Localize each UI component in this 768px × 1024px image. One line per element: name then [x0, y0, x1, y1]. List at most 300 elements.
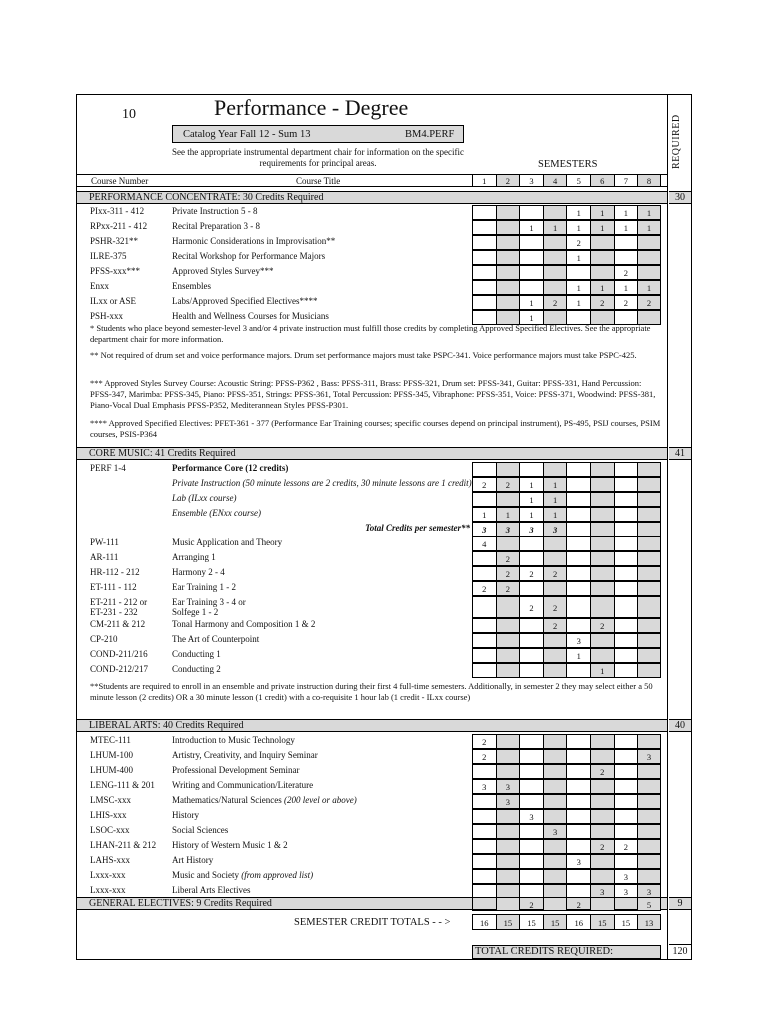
footnote: **** Approved Specified Electives: PFET-361 - 377 (Performance Ear Training courses; specific courses depend on principal instrument), PS-495, PSIJ courses, PSIM courses, PSIS-P364 [90, 418, 661, 439]
course-title: Ensemble (ENxx course) [172, 508, 261, 518]
semester-cell-6: 1 [590, 205, 614, 220]
semester-cell-7 [614, 618, 638, 633]
semester-cell-2 [496, 663, 520, 678]
semester-cell-2: 15 [496, 914, 520, 930]
semester-grid [472, 749, 661, 764]
course-number: PSH-xxx [90, 311, 124, 321]
semester-grid [472, 536, 661, 551]
semester-totals-label: SEMESTER CREDIT TOTALS - - > [294, 917, 451, 928]
semester-cell-3 [519, 663, 543, 678]
page-number: 10 [122, 107, 136, 122]
semester-cell-1 [472, 551, 496, 566]
course-title: Arranging 1 [172, 552, 216, 562]
semester-cell-2 [496, 492, 520, 507]
semester-cell-4 [543, 648, 567, 663]
semester-grid [472, 280, 661, 295]
semester-cell-8: 1 [637, 205, 661, 220]
semester-cell-1 [472, 633, 496, 648]
semester-cell-4 [543, 280, 567, 295]
semester-cell-6 [590, 235, 614, 250]
course-number: PFSS-xxx*** [90, 266, 141, 276]
semester-grid [472, 854, 661, 869]
semester-cell-1 [472, 295, 496, 310]
course-title: Approved Styles Survey*** [172, 266, 274, 276]
semester-cell-4: 2 [543, 295, 567, 310]
course-number: ET-231 - 232 [90, 607, 138, 617]
course-title: Performance Core (12 credits) [172, 463, 289, 473]
course-number: LAHS-xxx [90, 855, 130, 865]
semester-cell-1: 2 [472, 749, 496, 764]
semester-cell-3 [519, 235, 543, 250]
semester-cell-7 [614, 507, 638, 522]
semester-cell-1 [472, 839, 496, 854]
semester-cell-3: 3 [519, 522, 543, 537]
course-title: Harmony 2 - 4 [172, 567, 225, 577]
semester-cell-2 [496, 648, 520, 663]
semester-cell-6 [590, 536, 614, 551]
semester-cell-6 [590, 462, 614, 477]
semester-grid [472, 174, 661, 187]
semester-cell-5 [566, 779, 590, 794]
semester-cell-6 [590, 734, 614, 749]
semester-cell-8 [637, 779, 661, 794]
required-credits: 30 [675, 192, 685, 203]
course-number: ET-211 - 212 or [90, 597, 148, 607]
semester-cell-3 [519, 462, 543, 477]
semester-cell-8: 3 [637, 749, 661, 764]
semester-cell-4 [543, 633, 567, 648]
semester-cell-4 [543, 779, 567, 794]
semester-cell-7 [614, 235, 638, 250]
semester-cell-1: 1 [472, 174, 496, 187]
semester-cell-4: 2 [543, 618, 567, 633]
semester-grid [472, 507, 661, 522]
semester-cell-8 [637, 250, 661, 265]
semester-cell-8: 1 [637, 280, 661, 295]
semester-cell-1 [472, 663, 496, 678]
semester-cell-3: 1 [519, 492, 543, 507]
section-header-lib [77, 719, 667, 732]
semester-cell-5 [566, 522, 590, 537]
semester-cell-4 [543, 839, 567, 854]
semester-cell-5: 2 [566, 897, 590, 911]
semester-cell-8 [637, 265, 661, 280]
semester-cell-4 [543, 265, 567, 280]
semester-cell-7: 15 [614, 914, 638, 930]
semester-cell-4 [543, 854, 567, 869]
semester-cell-3 [519, 869, 543, 884]
semester-cell-8 [637, 596, 661, 618]
course-number: LHIS-xxx [90, 810, 127, 820]
semester-cell-6 [590, 824, 614, 839]
course-title: Recital Preparation 3 - 8 [172, 221, 260, 231]
section-title: LIBERAL ARTS: 40 Credits Required [89, 720, 244, 731]
semester-cell-5 [566, 618, 590, 633]
semester-cell-7 [614, 581, 638, 596]
semester-cell-5 [566, 764, 590, 779]
semester-cell-7 [614, 477, 638, 492]
semester-cell-7 [614, 250, 638, 265]
semester-cell-2 [496, 854, 520, 869]
semester-cell-8 [637, 794, 661, 809]
semester-cell-4 [543, 869, 567, 884]
semester-cell-2: 2 [496, 174, 520, 187]
course-number: LSOC-xxx [90, 825, 130, 835]
course-number: CM-211 & 212 [90, 619, 146, 629]
section-header-perf [77, 191, 667, 204]
course-title: Ear Training 3 - 4 or [172, 597, 246, 607]
semester-cell-7 [614, 663, 638, 678]
semester-cell-7 [614, 749, 638, 764]
semester-cell-8: 1 [637, 220, 661, 235]
semester-grid [472, 914, 661, 930]
semester-cell-1: 2 [472, 581, 496, 596]
semester-cell-5 [566, 507, 590, 522]
semester-cell-3 [519, 854, 543, 869]
semester-cell-8 [637, 477, 661, 492]
semester-cell-1 [472, 794, 496, 809]
semester-cell-2 [496, 280, 520, 295]
semester-cell-8 [637, 809, 661, 824]
course-title: Professional Development Seminar [172, 765, 300, 775]
semester-cell-6 [590, 492, 614, 507]
semester-cell-4: 4 [543, 174, 567, 187]
semester-cell-2 [496, 205, 520, 220]
course-number: PIxx-311 - 412 [90, 206, 145, 216]
semester-grid [472, 663, 661, 678]
semester-cell-7 [614, 897, 638, 911]
semester-cell-5: 1 [566, 205, 590, 220]
semester-cell-4: 3 [543, 824, 567, 839]
semester-cell-1: 3 [472, 779, 496, 794]
section-title: PERFORMANCE CONCENTRATE: 30 Credits Required [89, 192, 324, 203]
semester-cell-2 [496, 235, 520, 250]
course-title: Social Sciences [172, 825, 229, 835]
semester-cell-2: 3 [496, 522, 520, 537]
semester-cell-8 [637, 551, 661, 566]
semester-cell-1 [472, 596, 496, 618]
semester-cell-3 [519, 633, 543, 648]
section-header-core [77, 447, 667, 460]
semester-cell-4: 3 [543, 522, 567, 537]
course-number: PERF 1-4 [90, 463, 126, 473]
semester-cell-2 [496, 596, 520, 618]
course-number: PW-111 [90, 537, 119, 547]
semester-cell-7 [614, 462, 638, 477]
intro-note: See the appropriate instrumental department chair for information on the specific requirements for principal areas. [172, 147, 464, 168]
semester-cell-3 [519, 536, 543, 551]
semester-cell-4: 2 [543, 596, 567, 618]
semester-cell-6 [590, 581, 614, 596]
course-number: RPxx-211 - 412 [90, 221, 148, 231]
semester-cell-1: 2 [472, 734, 496, 749]
semester-cell-8 [637, 633, 661, 648]
semesters-label: SEMESTERS [538, 159, 598, 170]
semester-cell-8: 2 [637, 295, 661, 310]
semester-cell-4 [543, 749, 567, 764]
semester-cell-3 [519, 824, 543, 839]
semester-grid [472, 648, 661, 663]
course-number: LMSC-xxx [90, 795, 132, 805]
course-title: Private Instruction (50 minute lessons are 2 credits, 30 minute lessons are 1 credit) [172, 478, 472, 488]
semester-cell-1 [472, 618, 496, 633]
semester-grid [472, 295, 661, 310]
semester-cell-7 [614, 779, 638, 794]
semester-cell-7 [614, 633, 638, 648]
semester-cell-5: 1 [566, 280, 590, 295]
semester-cell-6 [590, 566, 614, 581]
semester-grid [472, 235, 661, 250]
semester-grid [472, 220, 661, 235]
semester-cell-5: 16 [566, 914, 590, 930]
required-label: REQUIRED [671, 114, 682, 170]
semester-cell-6 [590, 869, 614, 884]
semester-cell-7 [614, 492, 638, 507]
semester-grid [472, 779, 661, 794]
semester-cell-5 [566, 265, 590, 280]
semester-cell-8 [637, 522, 661, 537]
semester-cell-6: 1 [590, 220, 614, 235]
semester-cell-8 [637, 462, 661, 477]
semester-cell-5: 5 [566, 174, 590, 187]
course-number: Enxx [90, 281, 109, 291]
course-number: ILRE-375 [90, 251, 127, 261]
semester-cell-7: 1 [614, 220, 638, 235]
semester-grid [472, 633, 661, 648]
semester-cell-7 [614, 648, 638, 663]
semester-cell-1 [472, 824, 496, 839]
semester-cell-1 [472, 897, 496, 911]
semester-grid [472, 566, 661, 581]
course-title: Writing and Communication/Literature [172, 780, 314, 790]
semester-cell-8 [637, 536, 661, 551]
semester-cell-8 [637, 734, 661, 749]
total-required-box [472, 945, 661, 959]
semester-cell-2 [496, 220, 520, 235]
semester-cell-4 [543, 205, 567, 220]
semester-cell-8 [637, 566, 661, 581]
semester-grid [472, 551, 661, 566]
total-required-label: TOTAL CREDITS REQUIRED: [475, 946, 613, 957]
course-title-note: (from approved list) [239, 870, 314, 880]
semester-cell-2 [496, 633, 520, 648]
semester-cell-8 [637, 507, 661, 522]
course-title: History of Western Music 1 & 2 [172, 840, 288, 850]
semester-cell-6: 1 [590, 280, 614, 295]
semester-cell-7: 3 [614, 884, 638, 899]
semester-cell-1 [472, 854, 496, 869]
semester-cell-2 [496, 764, 520, 779]
course-title: Mathematics/Natural Sciences (200 level or above) [172, 795, 357, 805]
semester-cell-5 [566, 869, 590, 884]
semester-cell-8 [637, 235, 661, 250]
semester-cell-6: 2 [590, 839, 614, 854]
semester-cell-3: 1 [519, 295, 543, 310]
semester-cell-4 [543, 462, 567, 477]
course-title: Ear Training 1 - 2 [172, 582, 236, 592]
course-number: ET-111 - 112 [90, 582, 137, 592]
semester-cell-5 [566, 809, 590, 824]
semester-grid [472, 522, 661, 537]
semester-cell-3: 2 [519, 897, 543, 911]
course-title: History [172, 810, 199, 820]
semester-grid [472, 492, 661, 507]
semester-cell-3 [519, 749, 543, 764]
semester-cell-7 [614, 522, 638, 537]
course-title: Health and Wellness Courses for Musicians [172, 311, 329, 321]
semester-cell-5 [566, 551, 590, 566]
semester-cell-3: 1 [519, 310, 543, 325]
semester-cell-7 [614, 566, 638, 581]
semester-cell-4 [543, 536, 567, 551]
semester-cell-2 [496, 536, 520, 551]
semester-grid [472, 265, 661, 280]
semester-cell-1 [472, 280, 496, 295]
course-title: Artistry, Creativity, and Inquiry Seminar [172, 750, 318, 760]
semester-cell-1 [472, 220, 496, 235]
course-title: Harmonic Considerations in Improvisation** [172, 236, 336, 246]
semester-cell-1 [472, 566, 496, 581]
semester-cell-1 [472, 235, 496, 250]
semester-cell-6 [590, 522, 614, 537]
semester-cell-7 [614, 854, 638, 869]
semester-cell-6 [590, 779, 614, 794]
semester-cell-4: 1 [543, 507, 567, 522]
course-title: Recital Workshop for Performance Majors [172, 251, 326, 261]
course-title: Music and Society (from approved list) [172, 870, 314, 880]
semester-cell-7 [614, 794, 638, 809]
semester-grid [472, 734, 661, 749]
semester-cell-1 [472, 492, 496, 507]
semester-cell-2: 1 [496, 507, 520, 522]
semester-cell-6 [590, 854, 614, 869]
course-number: CP-210 [90, 634, 118, 644]
semester-cell-5 [566, 734, 590, 749]
required-total-shade [669, 944, 691, 960]
semester-cell-5 [566, 462, 590, 477]
course-number: LHAN-211 & 212 [90, 840, 157, 850]
semester-cell-1: 2 [472, 477, 496, 492]
semester-cell-1: 4 [472, 536, 496, 551]
semester-cell-5 [566, 477, 590, 492]
course-title: Music Application and Theory [172, 537, 283, 547]
semester-cell-2: 2 [496, 551, 520, 566]
semester-cell-3: 3 [519, 174, 543, 187]
semester-cell-3: 2 [519, 566, 543, 581]
semester-cell-2 [496, 734, 520, 749]
semester-cell-3 [519, 265, 543, 280]
semester-grid [472, 809, 661, 824]
semester-cell-3 [519, 734, 543, 749]
semester-cell-6: 15 [590, 914, 614, 930]
semester-cell-2: 2 [496, 581, 520, 596]
catalog-year: Catalog Year Fall 12 - Sum 13 [183, 129, 311, 140]
semester-cell-8 [637, 581, 661, 596]
semester-cell-2: 2 [496, 477, 520, 492]
semester-cell-8: 13 [637, 914, 661, 930]
section-title: CORE MUSIC: 41 Credits Required [89, 448, 236, 459]
semester-cell-3 [519, 581, 543, 596]
semester-cell-5 [566, 581, 590, 596]
semester-cell-3 [519, 618, 543, 633]
semester-cell-8 [637, 764, 661, 779]
footnote: **Students are required to enroll in an ensemble and private instruction during their first 4 full-time semesters. Additionally, in semester 2 they may select either a 50 minute lesson (2 credits) OR a 30 minute lesson (1 credit) with a co-requisite 1 hour lab (1 credit - ILxx course) [90, 681, 653, 702]
course-title: Conducting 2 [172, 664, 221, 674]
semester-grid [472, 581, 661, 596]
course-number: Lxxx-xxx [90, 885, 126, 895]
semester-cell-8 [637, 839, 661, 854]
semester-cell-7 [614, 764, 638, 779]
course-title: Solfege 1 - 2 [172, 607, 219, 617]
semester-cell-5: 1 [566, 648, 590, 663]
course-title: Art History [172, 855, 214, 865]
semester-cell-5: 1 [566, 295, 590, 310]
semester-cell-7: 1 [614, 205, 638, 220]
semester-cell-7: 2 [614, 295, 638, 310]
footnote: * Students who place beyond semester-level 3 and/or 4 private instruction must fulfill those credits by completing Approved Specified Electives. See the appropriate department chair for more information. [90, 323, 651, 344]
semester-cell-3 [519, 205, 543, 220]
semester-grid [472, 250, 661, 265]
semester-cell-1 [472, 462, 496, 477]
course-number: Lxxx-xxx [90, 870, 126, 880]
semester-cell-4 [543, 663, 567, 678]
semester-cell-4 [543, 581, 567, 596]
semester-cell-4: 1 [543, 220, 567, 235]
col-course-number: Course Number [91, 176, 149, 186]
semester-cell-2: 3 [496, 779, 520, 794]
semester-cell-7 [614, 824, 638, 839]
course-title-note: (200 level or above) [281, 795, 357, 805]
course-number: MTEC-111 [90, 735, 131, 745]
footnote: *** Approved Styles Survey Course: Acoustic String: PFSS-P362 , Bass: PFSS-311, Brass: PFSS-321, Drum set: PFSS-341, Guitar: PFSS-331, Hand Percussion: PFSS-347, Marimba: PFSS-345, Piano: PFSS-351, Strings: PFSS-361, Total Percussion: PFSS-345, Vibraphone: PFSS-351, Voice: PFSS-371, Woodwind: PFSS-381, Piano-Vocal Dual Emphasis PFSS-P352, Mediterannean Styles PFSS-P301. [90, 378, 656, 410]
semester-cell-8 [637, 869, 661, 884]
semester-cell-3 [519, 794, 543, 809]
semester-cell-5: 3 [566, 854, 590, 869]
semester-cell-4: 1 [543, 477, 567, 492]
course-title: Total Credits per semester** [365, 523, 470, 533]
course-number: PSHR-321** [90, 236, 139, 246]
semester-cell-6 [590, 596, 614, 618]
semester-cell-3 [519, 839, 543, 854]
section-title: GENERAL ELECTIVES: 9 Credits Required [89, 898, 272, 909]
semester-cell-5 [566, 749, 590, 764]
semester-cell-4 [543, 734, 567, 749]
semester-cell-8 [637, 663, 661, 678]
semester-grid [472, 462, 661, 477]
semester-cell-3: 3 [519, 809, 543, 824]
semester-cell-6 [590, 897, 614, 911]
semester-cell-3 [519, 779, 543, 794]
semester-cell-6 [590, 250, 614, 265]
semester-cell-1 [472, 250, 496, 265]
semester-cell-2 [496, 809, 520, 824]
semester-cell-2 [496, 250, 520, 265]
semester-cell-4 [543, 235, 567, 250]
semester-cell-8: 3 [637, 884, 661, 899]
semester-cell-2 [496, 749, 520, 764]
semester-grid [472, 839, 661, 854]
semester-cell-7 [614, 551, 638, 566]
semester-cell-1 [472, 648, 496, 663]
semester-cell-3 [519, 648, 543, 663]
semester-cell-8 [637, 854, 661, 869]
semester-grid [472, 824, 661, 839]
semester-cell-2 [496, 265, 520, 280]
semester-cell-4 [543, 897, 567, 911]
semester-cell-4: 1 [543, 492, 567, 507]
semester-cell-8 [637, 648, 661, 663]
semester-cell-2 [496, 869, 520, 884]
